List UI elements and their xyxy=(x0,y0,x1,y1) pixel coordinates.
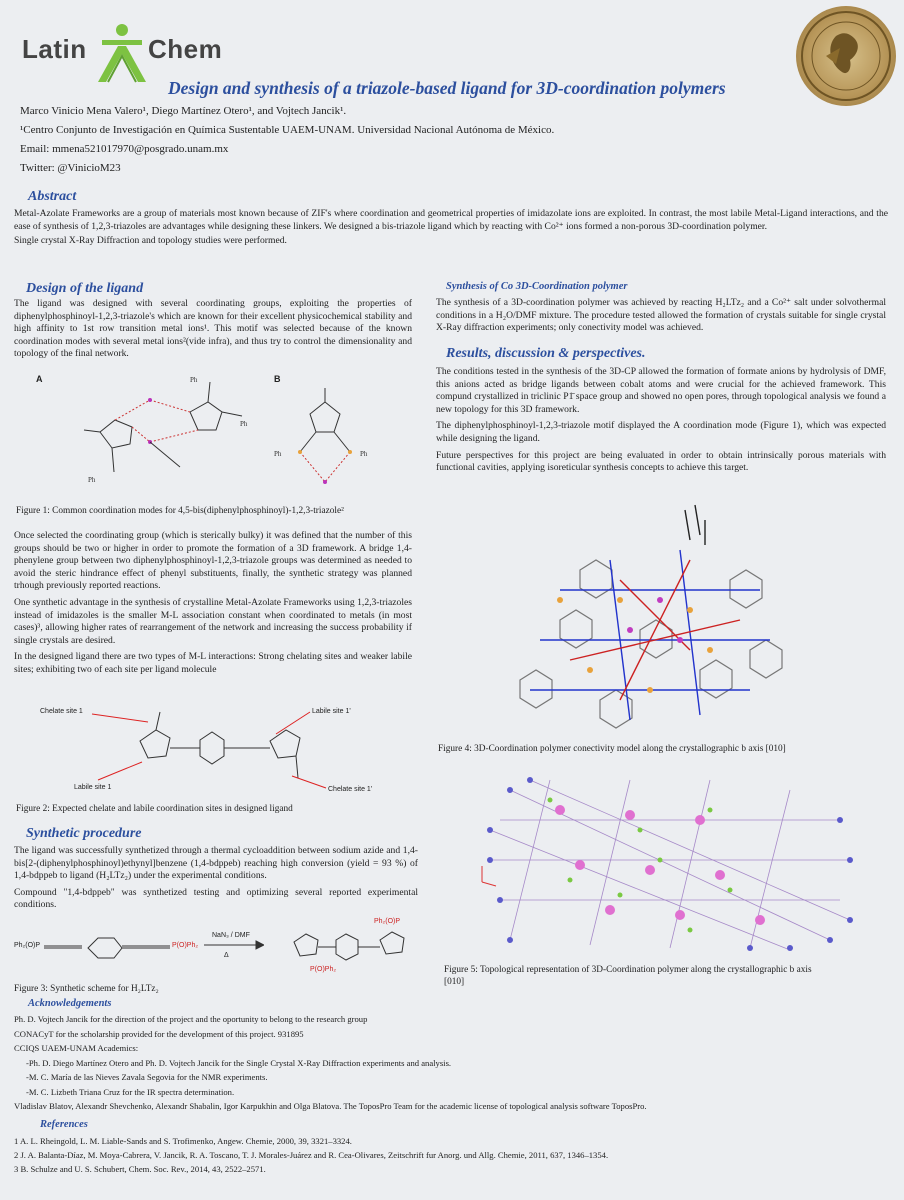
ref-item: 3 B. Schulze and U. S. Schubert, Chem. Soc. Rev., 2014, 43, 2522–2571. xyxy=(14,1164,266,1174)
design-p4: In the designed ligand there are two types of M-L interactions: Strong chelating sites and weaker labile sites; exhibiting two of each site per ligand molecule xyxy=(14,651,412,675)
design-body xyxy=(14,530,412,681)
synthetic-p2: Compound "1,4-bdppeb" was synthetized testing and optimizing several reported experimental conditions. xyxy=(14,886,418,911)
abstract-body xyxy=(14,208,888,252)
authors: Marco Vinicio Mena Valero¹, Diego Martínez Otero¹, and Vojtech Jancik¹. xyxy=(20,105,347,117)
synthetic-body xyxy=(14,845,418,916)
ref-item: 1 A. L. Rheingold, L. M. Liable-Sands and S. Trofimenko, Angew. Chemie, 2000, 39, 3321–3324. xyxy=(14,1136,352,1146)
refs-list xyxy=(14,1134,894,1176)
results-heading: Results, discussion & perspectives. xyxy=(446,346,646,361)
fig2-arrows-icon xyxy=(40,700,400,800)
svg-text:Ph: Ph xyxy=(360,450,368,458)
fig2-chelate1p: Chelate site 1' xyxy=(328,786,373,793)
figure-3 xyxy=(14,920,418,980)
ack-line: -M. C. María de las Nieves Zavala Segovia for the NMR experiments. xyxy=(26,1072,268,1082)
scheme-reactant-icon xyxy=(44,930,174,966)
figure-1 xyxy=(30,372,390,502)
seal-emblem-icon xyxy=(796,6,896,106)
fig1-label-b: B xyxy=(274,374,281,384)
fig5-caption: Figure 5: Topological representation of 3D-Coordination polymer along the crystallographic b axis [010] xyxy=(444,965,812,987)
ack-line: -Ph. D. Diego Martínez Otero and Ph. D. Vojtech Jancik for the Single Crystal X-Ray Diffraction experiments and analysis. xyxy=(26,1057,452,1068)
synthetic-heading: Synthetic procedure xyxy=(26,826,142,841)
results-p1: The conditions tested in the synthesis of the 3D-CP allowed the formation of formate anions by hydrolysis of DMF, this anions acted as bridge ligands between cobalt atoms and were crucial for the achieved framework. This compund crystallized in triclinic P1̄ space group and showed no open pores, through topological analysis we found a new topology for this 3D framework. xyxy=(436,366,886,415)
svg-text:Ph: Ph xyxy=(240,420,248,428)
email: Email: mmena521017970@posgrado.unam.mx xyxy=(20,143,229,155)
abstract-p2: Single crystal X-Ray Diffraction and topology studies were performed. xyxy=(14,235,287,247)
co-synthesis-heading: Synthesis of Co 3D-Coordination polymer xyxy=(446,281,628,292)
scheme-product-bottom: P(O)Ph₂ xyxy=(310,966,337,973)
results-body xyxy=(436,366,886,479)
poster-title: Design and synthesis of a triazole-based ligand for 3D-coordination polymers xyxy=(168,78,726,98)
logo-left-text: Latin xyxy=(22,34,87,64)
fig1-caption: Figure 1: Common coordination modes for 4,5-bis(diphenylphosphinoyl)-1,2,3-triazole² xyxy=(16,506,344,516)
co-synthesis-body xyxy=(436,297,886,339)
scheme-left-group-2: P(O)Ph₂ xyxy=(172,942,199,949)
abstract-heading: Abstract xyxy=(28,189,77,204)
ack-line: CCIQS UAEM-UNAM Academics: xyxy=(14,1043,139,1053)
fig1-label-a: A xyxy=(36,374,43,384)
ack-line: CONACyT for the scholarship provided for the development of this project. 931895 xyxy=(14,1028,304,1039)
co-synthesis-p1: The synthesis of a 3D-coordination polymer was achieved by reacting H₂LTz₂ and a Co²⁺ salt under solvothermal conditions in a H₂O/DMF mixture. The procedure tested allowed the formation of crystals suitable for single crystal X-Ray diffraction experiments; only conectivity model was achieved. xyxy=(436,297,886,334)
unam-seal xyxy=(796,6,896,106)
fig2-labile1: Labile site 1 xyxy=(74,784,112,791)
fig1-structure-b-icon xyxy=(270,382,380,502)
scheme-product-icon xyxy=(284,926,414,970)
scheme-reagent: NaN₃ / DMF xyxy=(212,932,250,939)
ack-line: -M. C. Lizbeth Triana Cruz for the IR spectra determination. xyxy=(26,1086,235,1097)
fig3-caption: Figure 3: Synthetic scheme for H₂LTz₂ xyxy=(14,984,159,994)
svg-text:Ph: Ph xyxy=(274,450,282,458)
logo-right-text: Chem xyxy=(148,34,223,64)
results-p2: The diphenylphosphinoyl-1,2,3-triazole motif displayed the A coordination mode (Figure 1), which was expected while designing the ligand. xyxy=(436,420,886,444)
results-p3: Future perspectives for this project are being evaluated in order to obtain intrinsically porous materials with functional cavities, applying isoreticular synthesis concepts to achieve this target. xyxy=(436,449,886,474)
fig2-labile1p: Labile site 1' xyxy=(312,708,351,715)
design-p1: The ligand was designed with several coordinating groups, exploiting the properties of diphenylphosphinoyl-1,2,3-triazole's which are known for their excellent physicochemical stability and high affinity to 1st row transition metal ions¹. This motif was selected because of the known coordination modes with several metal ions²(vide infra), and thus try to control the dimensionality and topology of the final network. xyxy=(14,298,412,360)
fig2-chelate1: Chelate site 1 xyxy=(40,708,83,715)
ref-item: 2 J. A. Balanta-Díaz, M. Moya-Cabrera, V. Jancik, R. A. Toscano, T. J. Morales-Juárez and R. Cea-Olivares, Zeitschrift fur Anorg. und Allg. Chemie, 2011, 637, 1346–1354. xyxy=(14,1150,609,1160)
fig2-caption: Figure 2: Expected chelate and labile coordination sites in designed ligand xyxy=(16,804,293,814)
scheme-left-group: Ph₂(O)P xyxy=(14,942,41,949)
affiliation: ¹Centro Conjunto de Investigación en Química Sustentable UAEM-UNAM. Universidad Nacional Autónoma de México. xyxy=(20,124,555,136)
fig1-structure-a-icon xyxy=(70,372,260,502)
logo-x-mark xyxy=(92,18,152,84)
abstract-p1: Metal-Azolate Frameworks are a group of materials most known because of ZIF's where coordination and geometrical properties of imidazolate ions are exploited. In contrast, the most labile Metal-Ligand interactions, and the ease of synthesis of 1,2,3-triazoles are advantages while designing these linkers. We designed a bis-triazole ligand which by reacting with Co²⁺ ions formed a non-porous 3D-coordination polymer. xyxy=(14,208,888,232)
ack-line: Ph. D. Vojtech Jancik for the direction of the project and the oportunity to belong to the research group xyxy=(14,1014,368,1024)
design-intro xyxy=(14,298,412,365)
scheme-heat: Δ xyxy=(224,952,229,959)
figure-5-topology xyxy=(470,770,870,955)
refs-heading: References xyxy=(40,1119,88,1130)
figure-4-crystal-structure xyxy=(500,500,796,736)
twitter: Twitter: @VinicioM23 xyxy=(20,162,121,174)
design-p3: One synthetic advantage in the synthesis of crystalline Metal-Azolate Frameworks using 1,2,3-triazoles instead of imidazoles is the smaller M-L association constant when coordinated to metals (in most cases)³, allowing higher rates of rearrangement of the network and increasing the success probability if single crystals are desired. xyxy=(14,596,412,646)
scheme-product-top: Ph₂(O)P xyxy=(374,918,401,925)
svg-text:Ph: Ph xyxy=(88,476,96,484)
figure-2 xyxy=(40,700,400,800)
design-heading: Design of the ligand xyxy=(26,281,144,296)
ack-heading: Acknowledgements xyxy=(28,998,112,1009)
scheme-arrow-icon xyxy=(204,940,264,950)
fig4-caption: Figure 4: 3D-Coordination polymer conectivity model along the crystallographic b axis [010] xyxy=(438,744,786,754)
synthetic-p1: The ligand was successfully synthetized through a thermal cycloaddition between sodium azide and 1,4-bis[2-(diphenylphosphinoyl)ethynyl]benzene (1,4-bdppeb) reaching high conversion (yield = 93 %) of 1,4-bdppeb to ligand (H₂LTz₂) under the experimental conditions. xyxy=(14,845,418,882)
svg-text:Ph: Ph xyxy=(190,376,198,384)
design-p2: Once selected the coordinating group (which is sterically bulky) it was defined that the number of this groups should be two or higher in order to promote the formation of a 3D framework. A bridge 1,4-phenylene group between two diphenylphosphinoyl-1,2,3-triazole groups was determined as needed to avoid the steric hindrance effect of phenyl substituents, finally, the synthetic strategy was planned trhough previously reported reactions. xyxy=(14,530,412,592)
ack-line: Vladislav Blatov, Alexandr Shevchenko, Alexandr Shabalin, Igor Karpukhin and Olga Blatova. The ToposPro Team for the academic license of topological analysis software ToposPro. xyxy=(14,1101,647,1111)
ack-list xyxy=(14,1012,894,1114)
